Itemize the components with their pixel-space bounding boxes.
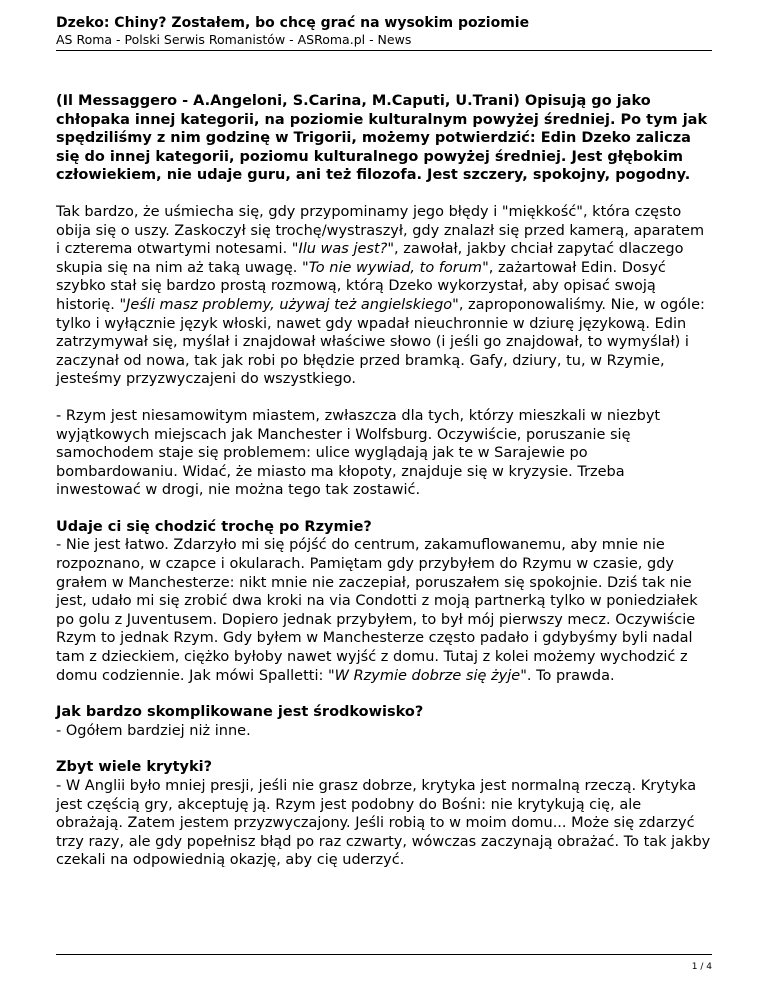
qa-block-1 bbox=[56, 518, 712, 685]
text-run: ", zaproponowaliśmy. Nie, w ogóle: tylko i wyłącznie język włoski, nawet gdy wpadał nieuchronnie w dziurę językową. Edin zatrzymywał się, myślał i znajdował właściwe słowo (i jeśli go znajdował, to wymyślał) i zaczynał od nowa, tak jak robi po błędzie przed bramką. Gafy, dziury, tu, w Rzymie, jesteśmy przyzwyczajeni do wszystkiego. bbox=[56, 296, 705, 388]
page-number: 1 / 4 bbox=[691, 962, 712, 972]
qa-block-3 bbox=[56, 758, 712, 870]
answer-2: - Ogółem bardziej niż inne. bbox=[56, 722, 251, 739]
answer-1-run: - Nie jest łatwo. Zdarzyło mi się pójść do centrum, zakamuflowanemu, aby mnie nie rozpoznano, w czapce i okularach. Pamiętam gdy przybyłem do Rzymu w czasie, gdy grałem w Manchesterze: nikt mnie nie zaczepiał, poruszałem się spokojnie. Dziś tak nie jest, udało mi się zrobić dwa kroki na via Condotti z moją partnerką tylko w poniedziałek po golu z Juventusem. Dopiero jednak przybyłem, to był mój pierwszy mecz. Oczywiście Rzym to jednak Rzym. Gdy byłem w Manchesterze często padało i gdybyśmy byli nadal tam z dzieckiem, ciężko byłoby nawet wyjść z domu. Tutaj z kolei możemy wychodzić z domu codziennie. Jak mówi Spalletti: " bbox=[56, 537, 698, 684]
question-2: Jak bardzo skomplikowane jest środkowisko? bbox=[56, 704, 424, 721]
quote-run: Ilu was jest? bbox=[298, 241, 388, 258]
paragraph-rome: - Rzym jest niesamowitym miastem, zwłaszcza dla tych, którzy mieszkali w niezbyt wyjątkowych miejscach jak Manchester i Wolfsburg. Oczywiście, poruszanie się samochodem staje się problemem: ulice wyglądają jak te w Sarajewie po bombardowaniu. Widać, że miasto ma kłopoty, znajduje się w kryzysie. Trzeba inwestować w drogi, nie można tego tak zostawić. bbox=[56, 407, 661, 499]
answer-3: - W Anglii było mniej presji, jeśli nie grasz dobrze, krytyka jest normalną rzeczą. Krytyka jest częścią gry, akceptuję ją. Rzym jest podobny do Bośni: nie krytykują cię, ale obrażają. Zatem jestem przyzwyczajony. Jeśli robią to w moim domu... Może się zdarzyć trzy razy, ale gdy popełnisz błąd po raz czwarty, wówczas zaczynają obrażać. To tak jakby czekali na odpowiednią okazję, aby cię uderzyć. bbox=[56, 778, 711, 869]
header-divider bbox=[56, 50, 712, 51]
footer-divider bbox=[56, 954, 712, 955]
answer-1-run: ". To prawda. bbox=[520, 667, 615, 684]
paragraph-intro bbox=[56, 203, 712, 389]
site-subtitle: AS Roma - Polski Serwis Romanistów - ASRoma.pl - News bbox=[56, 32, 412, 47]
article-title: Dzeko: Chiny? Zostałem, bo chcę grać na wysokim poziomie bbox=[56, 15, 530, 31]
text-run: ", zawołał, jakby chciał zapytać dlaczego skupia się na nim aż taką uwagę. " bbox=[56, 241, 684, 276]
text-run: Tak bardzo, że uśmiecha się, gdy przypominamy jego błędy i "miękkość", która często obija się o uszy. Zaskoczył się trochę/wystraszył, gdy znalazł się przed kamerą, aparatem i czterema otwartymi notesami. " bbox=[56, 203, 705, 258]
quote-run: To nie wywiad, to forum bbox=[308, 259, 483, 276]
quote-run: Jeśli masz problemy, używaj też angielskiego bbox=[126, 296, 453, 313]
text-run: ", zażartował Edin. Dosyć szybko stał się bardzo prostą rozmową, którą Dzeko wykorzystał, aby opisać swoją historię. " bbox=[56, 259, 666, 313]
question-3: Zbyt wiele krytyki? bbox=[56, 759, 213, 776]
article-body bbox=[56, 92, 712, 888]
quote-run: W Rzymie dobrze się żyje bbox=[334, 667, 521, 684]
article-lead: (Il Messaggero - A.Angeloni, S.Carina, M.Caputi, U.Trani) Opisują go jako chłopaka innej kategorii, na poziomie kulturalnym powyżej średniej. Po tym jak spędziliśmy z nim godzinę w Trigorii, możemy potwierdzić: Edin Dzeko zalicza się do innej kategorii, poziomu kulturalnego powyżej średniej. Jest głębokim człowiekiem, nie udaje guru, ani też filozofa. Jest szczery, spokojny, pogodny. bbox=[56, 93, 708, 184]
qa-block-2 bbox=[56, 703, 712, 740]
question-1: Udaje ci się chodzić trochę po Rzymie? bbox=[56, 518, 372, 535]
page-header bbox=[56, 14, 712, 48]
